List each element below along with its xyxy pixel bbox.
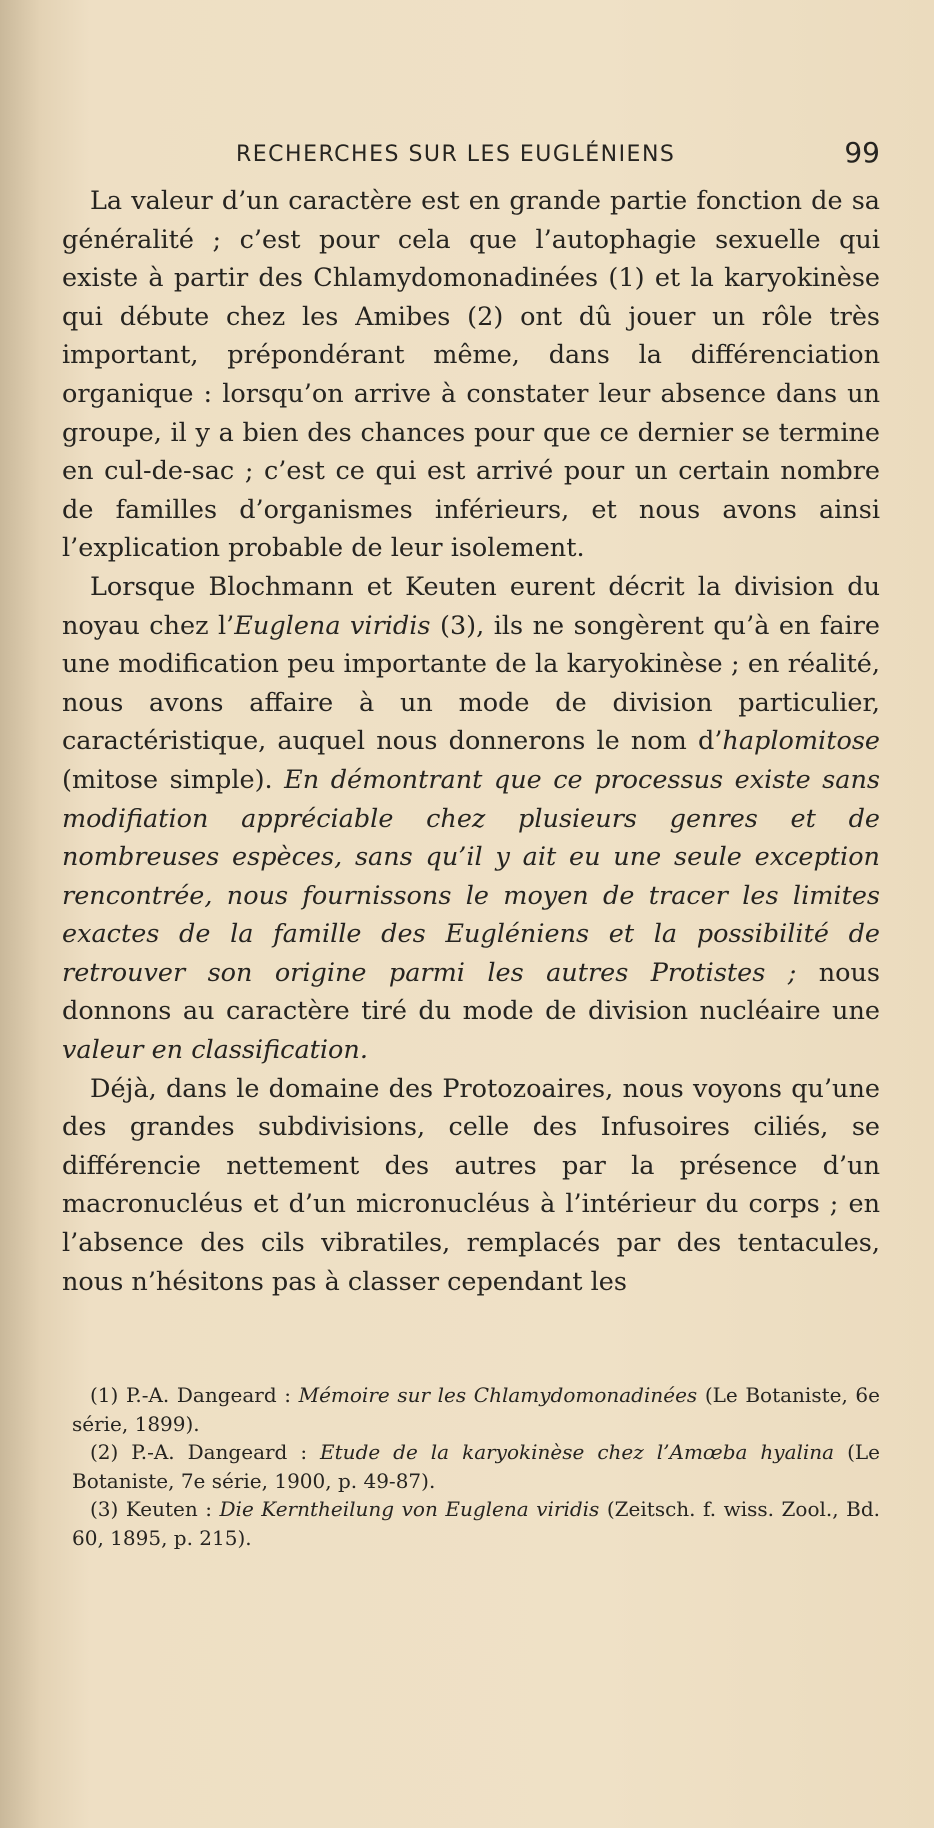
italic-run: Euglena viridis	[234, 610, 431, 641]
footnote	[72, 1495, 880, 1552]
footnote	[72, 1438, 880, 1495]
page-number: 99	[844, 136, 880, 169]
body-text	[62, 182, 880, 1301]
paragraph	[62, 182, 880, 568]
text-run: (Zeitsch. f. wiss. Zool., Bd. 60, 1895, p. 215).	[72, 1497, 881, 1550]
text-run: (Le Botaniste, 6e série, 1899).	[72, 1383, 880, 1436]
text-run: (1) P.-A. Dangeard :	[90, 1383, 299, 1407]
text-run: (3) Keuten :	[90, 1497, 220, 1521]
text-run: Lorsque Blochmann et Keuten eurent décrit la division du noyau chez l’	[62, 571, 880, 641]
footnotes	[72, 1381, 880, 1552]
footnote	[72, 1381, 880, 1438]
text-run: (Le Botaniste, 7e série, 1900, p. 49-87).	[72, 1440, 880, 1493]
italic-run: valeur en classification.	[62, 1035, 368, 1066]
text-run: (3), ils ne songèrent qu’à en faire une modification peu importante de la karyokinèse ; en réalité, nous avons affaire à un mode de division particulier, caractéristique, auquel nous donnerons le nom d’	[62, 610, 880, 757]
text-run: (mitose simple).	[62, 764, 285, 795]
text-run: La valeur d’un caractère est en grande partie fonction de sa généralité ; c’est pour cela que l’autophagie sexuelle qui existe à partir des Chlamydomonadinées (1) et la karyokinèse qui débute chez les Amibes (2) ont dû jouer un rôle très important, prépondérant même, dans la différenciation organique : lorsqu’on arrive à constater leur absence dans un groupe, il y a bien des chances pour que ce dernier se termine en cul-de-sac ; c’est ce qui est arrivé pour un certain nombre de familles d’organismes inférieurs, et nous avons ainsi l’explication probable de leur isolement.	[62, 186, 880, 564]
italic-run: Die Kerntheilung von Euglena viridis	[219, 1497, 600, 1521]
page-header	[62, 136, 880, 174]
text-run: (2) P.-A. Dangeard :	[90, 1440, 321, 1464]
italic-run: haplomitose	[722, 726, 880, 757]
italic-run: Mémoire sur les Chlamydomonadinées	[298, 1383, 698, 1407]
italic-run: Etude de la karyokinèse chez l’Amœba hyalina	[320, 1440, 835, 1464]
paragraph	[62, 1070, 880, 1302]
paragraph	[62, 568, 880, 1070]
text-run: nous donnons au caractère tiré du mode de division nucléaire une	[62, 957, 880, 1027]
text-run: Déjà, dans le domaine des Protozoaires, nous voyons qu’une des grandes subdivisions, celle des Infusoires ciliés, se différencie nettement des autres par la présence d’un macronucléus et d’un micronucléus à l’intérieur du corps ; en l’absence des cils vibratiles, remplacés par des tentacules, nous n’hésitons pas à classer cependant les	[62, 1073, 880, 1297]
running-title: RECHERCHES SUR LES EUGLÉNIENS	[236, 142, 676, 167]
italic-run: En démontrant que ce processus existe sans modifiation appréciable chez plusieurs genres et de nombreuses espèces, sans qu’il y ait eu une seule exception rencontrée, nous fournissons le moyen de tracer les limites exactes de la famille des Eugléniens et la possibilité de retrouver son origine parmi les autres Protistes ;	[62, 764, 880, 988]
